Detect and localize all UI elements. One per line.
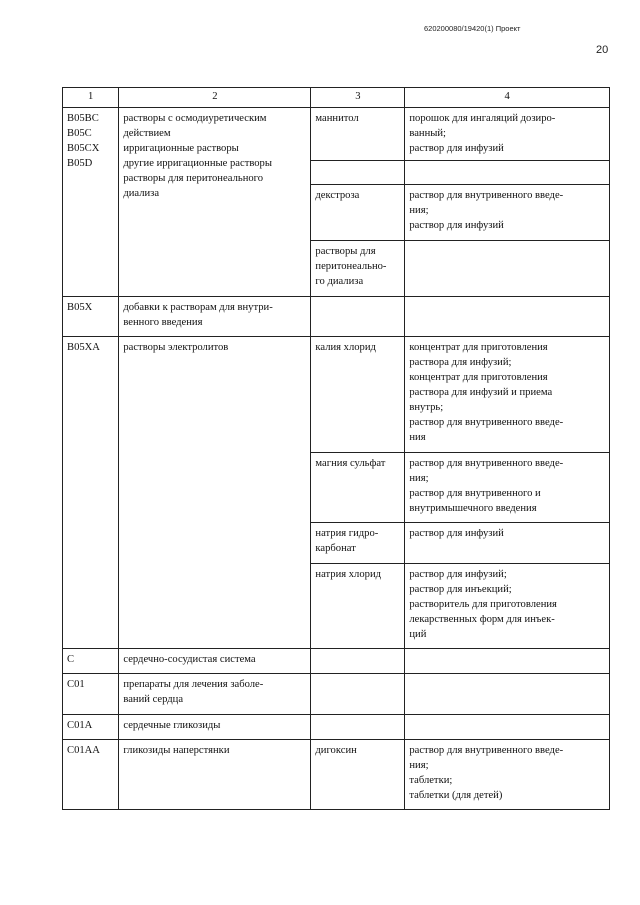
dosage-form: раствор для инфузий [409, 220, 504, 231]
dosage-form: раствор для внутривенного введе- [409, 745, 564, 756]
drug-name-cell [311, 337, 405, 453]
dosage-form-cell [405, 297, 610, 337]
dosage-form-cell [405, 241, 610, 297]
drug-name-cell [311, 241, 405, 297]
group-name: растворы для перитонеального [123, 173, 264, 184]
table-row [63, 297, 610, 337]
group-name-cell [119, 337, 311, 649]
drug-name: натрия гидро- [315, 528, 379, 539]
group-name: гликозиды наперстянки [123, 745, 230, 756]
column-header: 1 [63, 88, 119, 108]
drug-name: растворы для [315, 246, 376, 257]
atc-code-cell [63, 649, 119, 674]
dosage-form: концентрат для приготовления [409, 372, 548, 383]
group-name-cell [119, 108, 311, 297]
atc-code-cell [63, 297, 119, 337]
group-name: ирригационные растворы [123, 143, 239, 154]
dosage-form-cell [405, 715, 610, 740]
dosage-form: раствора для инфузий; [409, 357, 512, 368]
dosage-form-cell [405, 674, 610, 715]
group-name: ваний сердца [123, 694, 184, 705]
drug-name-cell [311, 453, 405, 523]
document-id: 620200080/19420(1) Проект [424, 24, 521, 33]
dosage-form: концентрат для приготовления [409, 342, 548, 353]
atc-code: B05D [67, 158, 93, 169]
atc-code: B05CX [67, 143, 100, 154]
group-name: растворы электролитов [123, 342, 229, 353]
dosage-form: таблетки; [409, 775, 453, 786]
drug-name: карбонат [315, 543, 356, 554]
dosage-form-cell [405, 649, 610, 674]
dosage-form: раствор для внутривенного и [409, 488, 541, 499]
drug-name: перитонеально- [315, 261, 387, 272]
group-name: растворы с осмодиуретическим [123, 113, 267, 124]
dosage-form: ния [409, 432, 426, 443]
drug-table [62, 87, 610, 810]
group-name: действием [123, 128, 171, 139]
dosage-form: лекарственных форм для инъек- [409, 614, 555, 625]
drug-name: натрия хлорид [315, 569, 382, 580]
drug-name-cell [311, 740, 405, 810]
column-header: 2 [119, 88, 311, 108]
atc-code-cell [63, 740, 119, 810]
group-name-cell [119, 740, 311, 810]
atc-code-cell [63, 337, 119, 649]
atc-code: C [67, 654, 75, 665]
atc-code: B05BC [67, 113, 99, 124]
page-number: 20 [596, 44, 609, 56]
group-name-cell [119, 674, 311, 715]
atc-code: C01 [67, 679, 85, 690]
atc-code-cell [63, 715, 119, 740]
dosage-form: ния; [409, 205, 429, 216]
dosage-form: ванный; [409, 128, 446, 139]
dosage-form-cell [405, 523, 610, 564]
atc-code: B05XA [67, 342, 100, 353]
dosage-form: ния; [409, 760, 429, 771]
drug-name-cell [311, 649, 405, 674]
group-name: добавки к растворам для внутри- [123, 302, 273, 313]
drug-name: калия хлорид [315, 342, 376, 353]
dosage-form: внутримышечного введения [409, 503, 537, 514]
group-name: сердечные гликозиды [123, 720, 221, 731]
group-name-cell [119, 649, 311, 674]
atc-code: B05C [67, 128, 92, 139]
dosage-form-cell [405, 108, 610, 161]
drug-name: дигоксин [315, 745, 357, 756]
dosage-form-cell [405, 161, 610, 185]
dosage-form: раствор для инфузий [409, 528, 504, 539]
column-header: 3 [311, 88, 405, 108]
atc-code: B05X [67, 302, 93, 313]
dosage-form: раствор для внутривенного введе- [409, 417, 564, 428]
table-row [63, 674, 610, 715]
dosage-form-cell [405, 740, 610, 810]
dosage-form: ций [409, 629, 427, 640]
drug-name-cell [311, 715, 405, 740]
drug-name-cell [311, 564, 405, 649]
atc-code-cell [63, 108, 119, 297]
dosage-form-cell [405, 337, 610, 453]
dosage-form: раствор для внутривенного введе- [409, 190, 564, 201]
dosage-form: внутрь; [409, 402, 444, 413]
atc-code-cell [63, 674, 119, 715]
drug-name-cell [311, 674, 405, 715]
dosage-form: ния; [409, 473, 429, 484]
drug-name-cell [311, 108, 405, 161]
header-row [63, 88, 610, 108]
group-name: препараты для лечения заболе- [123, 679, 264, 690]
dosage-form: таблетки (для детей) [409, 790, 503, 801]
group-name-cell [119, 297, 311, 337]
dosage-form: раствора для инфузий и приема [409, 387, 553, 398]
drug-name: го диализа [315, 276, 364, 287]
atc-code: C01AA [67, 745, 100, 756]
table-row [63, 740, 610, 810]
drug-name-cell [311, 161, 405, 185]
dosage-form: раствор для инфузий; [409, 569, 507, 580]
table-row [63, 337, 610, 453]
drug-name: магния сульфат [315, 458, 386, 469]
group-name: другие ирригационные растворы [123, 158, 272, 169]
drug-name-cell [311, 297, 405, 337]
drug-name: декстроза [315, 190, 360, 201]
drug-name-cell [311, 185, 405, 241]
group-name: венного введения [123, 317, 203, 328]
dosage-form: раствор для внутривенного введе- [409, 458, 564, 469]
atc-code: C01A [67, 720, 93, 731]
dosage-form: раствор для инъекций; [409, 584, 512, 595]
group-name-cell [119, 715, 311, 740]
column-header: 4 [405, 88, 610, 108]
dosage-form-cell [405, 564, 610, 649]
group-name: диализа [123, 188, 160, 199]
dosage-form: раствор для инфузий [409, 143, 504, 154]
dosage-form: растворитель для приготовления [409, 599, 557, 610]
group-name: сердечно-сосудистая система [123, 654, 256, 665]
drug-name-cell [311, 523, 405, 564]
dosage-form: порошок для ингаляций дозиро- [409, 113, 556, 124]
dosage-form-cell [405, 185, 610, 241]
table-row [63, 715, 610, 740]
table-row [63, 108, 610, 161]
dosage-form-cell [405, 453, 610, 523]
table-row [63, 649, 610, 674]
drug-name: маннитол [315, 113, 359, 124]
